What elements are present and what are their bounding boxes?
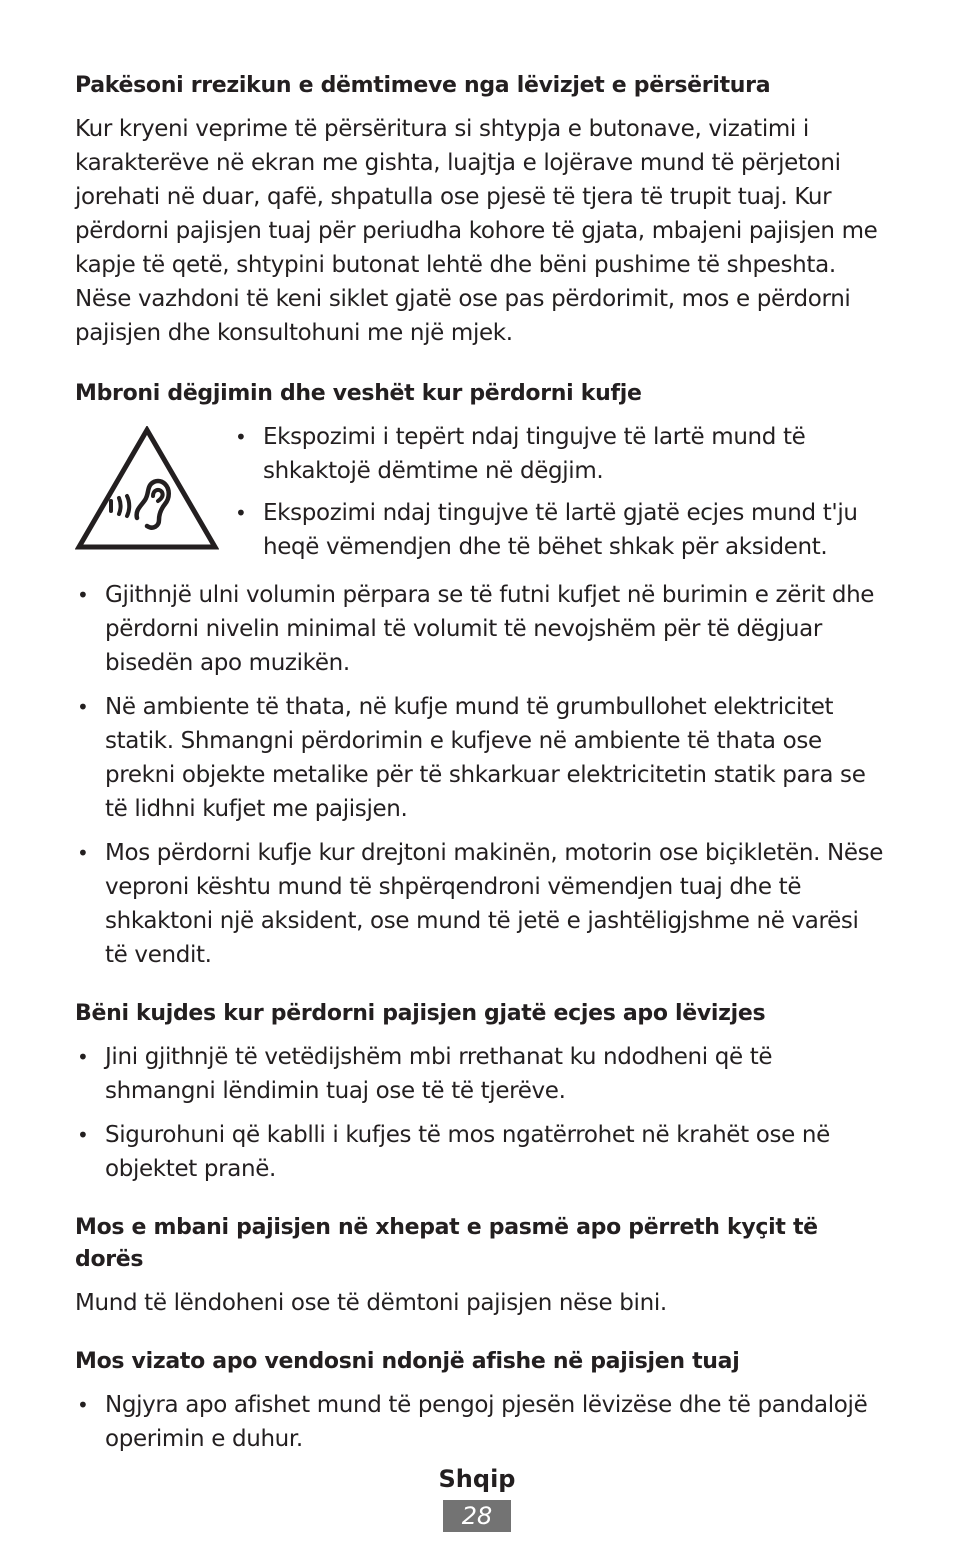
bullet-marker: • xyxy=(77,1123,89,1147)
list-item-text: Ekspozimi ndaj tingujve të lartë gjatë ecjes mund t'ju heqë vëmendjen dhe të bëhet shkak për aksident. xyxy=(263,500,858,560)
list-item-text: Ngjyra apo afishet mund të pengoj pjesën lëvizëse dhe të pandalojë operimin e duhur. xyxy=(105,1392,868,1452)
section-heading-hearing: Mbroni dëgjimin dhe veshët kur përdorni kufje xyxy=(75,381,642,406)
list-item xyxy=(233,496,885,564)
list-item xyxy=(75,1040,885,1108)
list-item xyxy=(75,836,885,972)
section-heading-pocket: Mos e mbani pajisjen në xhepat e pasmë apo përreth kyçit të dorës xyxy=(75,1215,818,1272)
list-item-text: Ekspozimi i tepërt ndaj tingujve të lartë mund të shkaktojë dëmtime në dëgjim. xyxy=(263,424,806,484)
list-item-text: Mos përdorni kufje kur drejtoni makinën, motorin ose biçikletën. Nëse veproni kështu mund të shpërqendroni vëmendjen tuaj dhe të shkaktoni një aksident, ose mund të jetë e jashtëligjshme në varësi të vendit. xyxy=(105,840,884,968)
bullet-marker: • xyxy=(77,1045,89,1069)
document-page xyxy=(75,70,885,1456)
page-footer xyxy=(0,1462,954,1532)
walking-bullet-list xyxy=(75,1040,885,1186)
list-item-text: Gjithnjë ulni volumin përpara se të futni kufjet në burimin e zërit dhe përdorni nivelin minimal të volumit të nevojshëm për të dëgjuar bisedën apo muzikën. xyxy=(105,582,875,676)
bullet-marker: • xyxy=(77,583,89,607)
bullet-marker: • xyxy=(77,695,89,719)
bullet-marker: • xyxy=(235,425,247,449)
list-item xyxy=(233,420,885,488)
hearing-warning-triangle-icon xyxy=(75,426,219,552)
bullet-marker: • xyxy=(77,1393,89,1417)
section-heading-walking: Bëni kujdes kur përdorni pajisjen gjatë ecjes apo lëvizjes xyxy=(75,1001,766,1026)
hearing-warning-block xyxy=(75,420,885,570)
list-item xyxy=(75,1118,885,1186)
section-heading-stickers: Mos vizato apo vendosni ndonjë afishe në pajisjen tuaj xyxy=(75,1349,740,1374)
list-item-text: Sigurohuni që kablli i kufjes të mos ngatërrohet në krahët ose në objektet pranë. xyxy=(105,1122,830,1182)
stickers-bullet-list xyxy=(75,1388,885,1456)
bullet-marker: • xyxy=(235,501,247,525)
list-item xyxy=(75,1388,885,1456)
list-item xyxy=(75,578,885,680)
hearing-icon-bullet-list xyxy=(233,420,885,564)
list-item-text: Jini gjithnjë të vetëdijshëm mbi rrethanat ku ndodheni që të shmangni lëndimin tuaj ose të të tjerëve. xyxy=(105,1044,773,1104)
page-number-badge: 28 xyxy=(443,1500,511,1532)
section-paragraph-repetitive-motion: Kur kryeni veprime të përsëritura si shtypja e butonave, vizatimi i karakterëve në ekran me gishta, luajtja e lojërave mund të përjetoni jorehati në duar, qafë, shpatulla ose pjesë të tjera të trupit tuaj. Kur përdorni pajisjen tuaj për periudha kohore të gjata, mbajeni pajisjen me kapje të qetë, shtypini butonat lehtë dhe bëni pushime të shpeshta. Nëse vazhdoni të keni siklet gjatë ose pas përdorimit, mos e përdorni pajisjen dhe konsultohuni me një mjek. xyxy=(75,116,878,346)
section-heading-repetitive-motion: Pakësoni rrezikun e dëmtimeve nga lëvizjet e përsëritura xyxy=(75,73,771,98)
list-item-text: Në ambiente të thata, në kufje mund të grumbullohet elektricitet statik. Shmangni përdorimin e kufjeve në ambiente të thata ose prekni objekte metalike për të shkarkuar elektricitetin statik para se të lidhni kufjet me pajisjen. xyxy=(105,694,866,822)
footer-language-label: Shqip xyxy=(438,1465,516,1493)
list-item xyxy=(75,690,885,826)
section-paragraph-pocket: Mund të lëndoheni ose të dëmtoni pajisjen nëse bini. xyxy=(75,1290,667,1316)
bullet-marker: • xyxy=(77,841,89,865)
hearing-bullet-list xyxy=(75,578,885,972)
